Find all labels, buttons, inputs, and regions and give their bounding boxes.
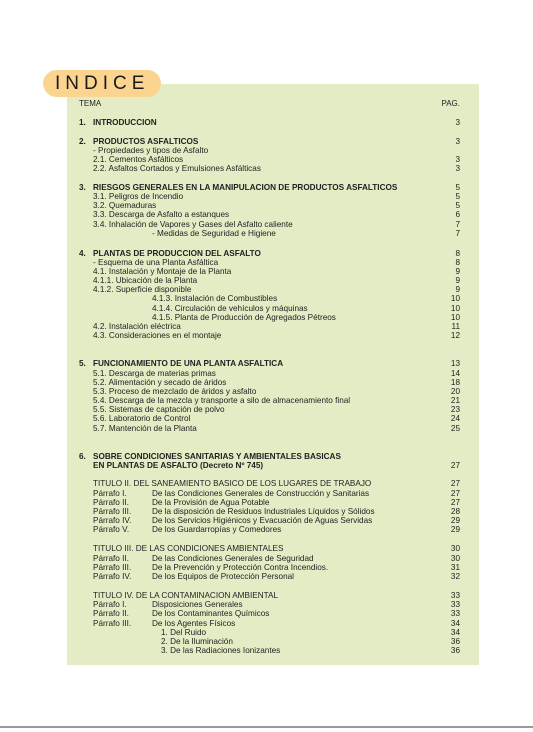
toc-entry-page: 30 bbox=[450, 544, 460, 553]
toc-entry-text: 4.1.3. Instalación de Combustibles bbox=[152, 294, 278, 303]
toc-entry-text: INTRODUCCION bbox=[93, 118, 157, 127]
toc-entry-page: 32 bbox=[450, 572, 460, 581]
toc-entry bbox=[0, 331, 533, 341]
toc-entry-page: 36 bbox=[450, 637, 460, 646]
toc-entry-subtext: Disposiciones Generales bbox=[152, 600, 243, 609]
toc-entry-text: RIESGOS GENERALES EN LA MANIPULACION DE PRODUCTOS ASFALTICOS bbox=[93, 183, 398, 192]
toc-entry-page: 9 bbox=[455, 267, 460, 276]
toc-entry-text: 3.2. Quemaduras bbox=[93, 201, 157, 210]
toc-entry bbox=[0, 294, 533, 304]
toc-entry-page: 27 bbox=[450, 498, 460, 507]
toc-entry-text: Párrafo I. bbox=[93, 489, 127, 498]
toc-entry-text: EN PLANTAS DE ASFALTO (Decreto Nº 745) bbox=[93, 461, 264, 470]
toc-entry-number: 3. bbox=[79, 183, 86, 192]
toc-entry-text: PRODUCTOS ASFALTICOS bbox=[93, 137, 199, 146]
toc-entry-page: 33 bbox=[450, 600, 460, 609]
toc-entry-number: 1. bbox=[79, 118, 86, 127]
toc-entry-text: Párrafo I. bbox=[93, 600, 127, 609]
toc-entry-text: - Medidas de Seguridad e Higiene bbox=[152, 229, 276, 238]
toc-entry-text: 3.1. Peligros de Incendio bbox=[93, 192, 184, 201]
toc-entry-text: 3. De las Radiaciones Ionizantes bbox=[161, 646, 281, 655]
toc-entry-page: 25 bbox=[450, 424, 460, 433]
toc-entry-page: 29 bbox=[450, 525, 460, 534]
toc-entry-text: Párrafo IV. bbox=[93, 516, 132, 525]
toc-entry-text: PLANTAS DE PRODUCCION DEL ASFALTO bbox=[93, 249, 261, 258]
toc-entry-text: 4.1.4. Circulación de vehículos y máquinas bbox=[152, 304, 308, 313]
toc-entry-subtext: De los Guardarropías y Comedores bbox=[152, 525, 282, 534]
toc-entry-text: - Esquema de una Planta Asfáltica bbox=[93, 258, 219, 267]
toc-entry-page: 27 bbox=[450, 479, 460, 488]
toc-entry bbox=[0, 609, 533, 619]
toc-entry-page: 5 bbox=[455, 192, 460, 201]
toc-entry-page: 10 bbox=[450, 313, 460, 322]
toc-entry-page: 30 bbox=[450, 554, 460, 563]
toc-entry-text: Párrafo III. bbox=[93, 507, 132, 516]
toc-entry-page: 33 bbox=[450, 591, 460, 600]
toc-entry bbox=[0, 544, 533, 554]
toc-entry-text: - Propiedades y tipos de Asfalto bbox=[93, 146, 209, 155]
toc-entry-text: Párrafo II. bbox=[93, 498, 129, 507]
toc-entry-page: 6 bbox=[455, 210, 460, 219]
toc-entry-text: TITULO IV. DE LA CONTAMINACION AMBIENTAL bbox=[93, 591, 279, 600]
toc-entry-text: 5.3. Proceso de mezclado de áridos y asfalto bbox=[93, 387, 257, 396]
toc-entry-page: 9 bbox=[455, 276, 460, 285]
toc-entry-text: TITULO II. DEL SANEAMIENTO BASICO DE LOS LUGARES DE TRABAJO bbox=[93, 479, 372, 488]
toc-entry-number: 4. bbox=[79, 249, 86, 258]
toc-entry-page: 33 bbox=[450, 609, 460, 618]
toc-entry-page: 3 bbox=[455, 164, 460, 173]
toc-entry bbox=[0, 118, 533, 128]
toc-entry-text: 4.1.1. Ubicación de la Planta bbox=[93, 276, 198, 285]
toc-entry-number: 5. bbox=[79, 359, 86, 368]
toc-entry-page: 29 bbox=[450, 516, 460, 525]
toc-entry-page: 27 bbox=[450, 461, 460, 470]
toc-entry-page: 14 bbox=[450, 369, 460, 378]
toc-entry-text: 2.2. Asfaltos Cortados y Emulsiones Asfálticas bbox=[93, 164, 261, 173]
toc-entry-text: 5.7. Mantención de la Planta bbox=[93, 424, 197, 433]
page-title: INDICE bbox=[43, 70, 161, 97]
toc-entry-text: 5.2. Alimentación y secado de áridos bbox=[93, 378, 227, 387]
toc-entry bbox=[0, 424, 533, 434]
toc-entry-text: Párrafo IV. bbox=[93, 572, 132, 581]
toc-entry bbox=[0, 414, 533, 424]
toc-entry-subtext: De los Servicios Higiénicos y Evacuación de Aguas Servidas bbox=[152, 516, 373, 525]
toc-entry-subtext: De los Agentes Físicos bbox=[152, 619, 236, 628]
toc-entry-page: 12 bbox=[450, 331, 460, 340]
toc-entry-page: 7 bbox=[455, 229, 460, 238]
header-pag: PAG. bbox=[441, 99, 460, 108]
toc-entry-text: 3.3. Descarga de Asfalto a estanques bbox=[93, 210, 230, 219]
toc-entry bbox=[0, 210, 533, 220]
toc-entry bbox=[0, 229, 533, 239]
toc-entry-text: 4.1. Instalación y Montaje de la Planta bbox=[93, 267, 232, 276]
toc-entry-text: 2.1. Cementos Asfálticos bbox=[93, 155, 184, 164]
toc-entry-text: Párrafo II. bbox=[93, 609, 129, 618]
toc-entry-text: 5.6. Laboratorio de Control bbox=[93, 414, 191, 423]
toc-entry bbox=[0, 359, 533, 369]
toc-entry-page: 8 bbox=[455, 258, 460, 267]
toc-entry-text: Párrafo V. bbox=[93, 525, 130, 534]
toc-entry-page: 3 bbox=[455, 137, 460, 146]
toc-entry-text: Párrafo III. bbox=[93, 563, 132, 572]
toc-entry-text: 4.2. Instalación eléctrica bbox=[93, 322, 181, 331]
toc-entry-page: 27 bbox=[450, 489, 460, 498]
toc-entry-subtext: De la Prevención y Protección Contra Incendios. bbox=[152, 563, 329, 572]
toc-entry bbox=[0, 646, 533, 656]
toc-entry-text: 5.5. Sistemas de captación de polvo bbox=[93, 405, 225, 414]
toc-entry bbox=[0, 525, 533, 535]
toc-entry-text: SOBRE CONDICIONES SANITARIAS Y AMBIENTALES BASICAS bbox=[93, 452, 341, 461]
toc-entry-text: Párrafo III. bbox=[93, 619, 132, 628]
toc-entry-text: 2. De la Iluminación bbox=[161, 637, 233, 646]
toc-entry-page: 10 bbox=[450, 294, 460, 303]
toc-entry-page: 10 bbox=[450, 304, 460, 313]
index-header bbox=[0, 99, 533, 109]
toc-entry-text: 4.1.5. Planta de Producción de Agregados Pétreos bbox=[152, 313, 336, 322]
toc-entry-text: Párrafo II. bbox=[93, 554, 129, 563]
toc-entry-page: 3 bbox=[455, 155, 460, 164]
toc-entry-page: 34 bbox=[450, 619, 460, 628]
toc-entry-number: 6. bbox=[79, 452, 86, 461]
toc-entry-text: 5.4. Descarga de la mezcla y transporte a silo de almacenamiento final bbox=[93, 396, 351, 405]
toc-entry-page: 31 bbox=[450, 563, 460, 572]
toc-entry-page: 34 bbox=[450, 628, 460, 637]
toc-entry-number: 2. bbox=[79, 137, 86, 146]
toc-entry-page: 8 bbox=[455, 249, 460, 258]
toc-entry-text: 3.4. Inhalación de Vapores y Gases del Asfalto caliente bbox=[93, 220, 293, 229]
toc-entry bbox=[0, 479, 533, 489]
toc-entry-subtext: De las Condiciones Generales de Construcción y Sanitarias bbox=[152, 489, 370, 498]
header-tema: TEMA bbox=[79, 99, 102, 108]
toc-entry-page: 7 bbox=[455, 220, 460, 229]
toc-entry-page: 18 bbox=[450, 378, 460, 387]
toc-entry-text: 5.1. Descarga de materias primas bbox=[93, 369, 216, 378]
toc-entry-subtext: De las Condiciones Generales de Seguridad bbox=[152, 554, 314, 563]
toc-entry-page: 20 bbox=[450, 387, 460, 396]
toc-entry-page: 28 bbox=[450, 507, 460, 516]
toc-entry-text: FUNCIONAMIENTO DE UNA PLANTA ASFALTICA bbox=[93, 359, 284, 368]
toc-entry-text: TITULO III. DE LAS CONDICIONES AMBIENTALES bbox=[93, 544, 284, 553]
toc-entry-page: 5 bbox=[455, 183, 460, 192]
toc-entry-page: 11 bbox=[451, 322, 460, 331]
toc-entry bbox=[0, 572, 533, 582]
toc-entry-page: 36 bbox=[450, 646, 460, 655]
toc-entry-page: 13 bbox=[450, 359, 460, 368]
toc-entry-page: 21 bbox=[450, 396, 460, 405]
toc-entry-page: 23 bbox=[450, 405, 460, 414]
toc-entry-text: 4.1.2. Superficie disponible bbox=[93, 285, 192, 294]
toc-entry bbox=[0, 164, 533, 174]
toc-entry-subtext: De los Contaminantes Químicos bbox=[152, 609, 270, 618]
toc-entry-subtext: De la Provisión de Agua Potable bbox=[152, 498, 270, 507]
divider bbox=[0, 726, 533, 728]
toc-entry-subtext: De los Equipos de Protección Personal bbox=[152, 572, 294, 581]
toc-entry-text: 1. Del Ruido bbox=[161, 628, 207, 637]
toc-entry-text: 4.3. Consideraciones en el montaje bbox=[93, 331, 222, 340]
toc-entry-subtext: De la disposición de Residuos Industriales Líquidos y Sólidos bbox=[152, 507, 375, 516]
toc-entry-page: 5 bbox=[455, 201, 460, 210]
toc-entry-page: 3 bbox=[455, 118, 460, 127]
toc-entry bbox=[0, 461, 533, 471]
toc-entry-page: 24 bbox=[450, 414, 460, 423]
toc-entry-page: 9 bbox=[455, 285, 460, 294]
